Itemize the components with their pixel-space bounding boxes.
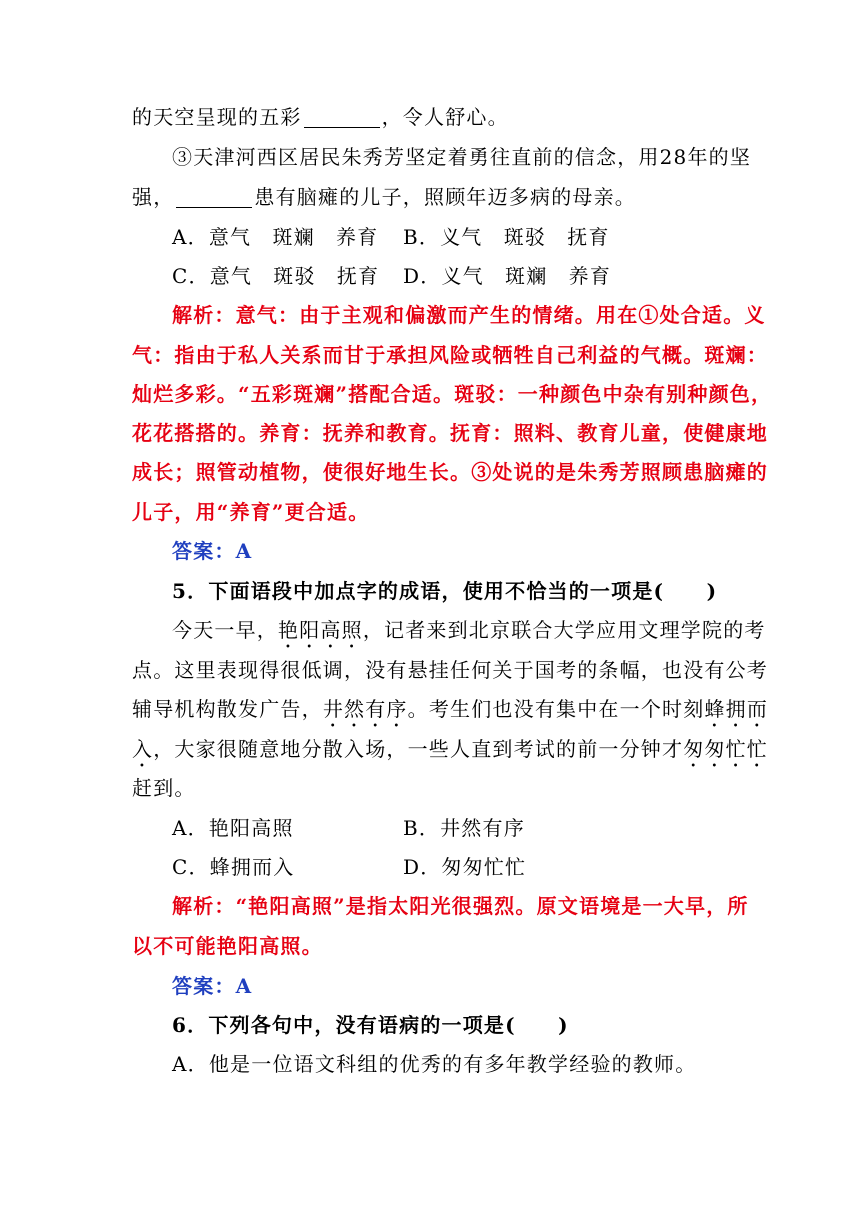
dotted-idiom: 井然有序	[322, 697, 408, 721]
q5-answer: 答案：A	[172, 974, 253, 998]
q5-analysis-line: 解析：“艳阳高照”是指太阳光很强烈。原文语境是一大早，所	[172, 894, 749, 918]
q5-passage-line	[132, 657, 768, 683]
q4-analysis-line: 成长；照管动植物，使很好地生长。③处说的是朱秀芳照顾患脑瘫的	[132, 460, 768, 484]
passage-line-3	[172, 144, 772, 170]
q4-option-c: C．意气 斑驳 抚育	[172, 264, 380, 288]
q4-option-a: A．意气 斑斓 养育	[172, 225, 379, 249]
q5-passage-line	[132, 736, 769, 772]
q4-analysis-line: 花花搭搭的。养育：抚养和教育。抚育：照料、教育儿童，使健康地	[132, 421, 768, 445]
fill-blank-2	[304, 107, 380, 128]
passage-text: 辅导机构散发广告，	[132, 697, 323, 721]
dotted-idiom: 匆匆忙忙	[683, 737, 769, 761]
q5-option-b: B．井然有序	[403, 816, 525, 840]
line-text: ，令人舒心。	[381, 105, 509, 129]
line-text: ③天津河西区居民朱秀芳坚定着勇往直前的信念，用28年的坚	[172, 145, 752, 169]
q5-passage-line	[172, 617, 772, 653]
q6-stem: 6．下列各句中，没有语病的一项是( )	[172, 1013, 569, 1037]
q4-analysis-line: 儿子，用“养育”更合适。	[132, 500, 370, 524]
q4-analysis-line: 灿烂多彩。“五彩斑斓”搭配合适。斑驳：一种颜色中杂有别种颜色，	[132, 382, 773, 406]
q5-passage-line	[132, 696, 769, 732]
fill-blank-3	[176, 187, 252, 208]
q5-passage-line	[132, 775, 732, 801]
q4-option-d: D．义气 斑斓 养育	[403, 264, 612, 288]
q5-analysis-line: 以不可能艳阳高照。	[132, 934, 323, 958]
q5-option-c: C．蜂拥而入	[172, 855, 295, 879]
line-text: 强，	[132, 185, 175, 209]
q4-analysis-line: 解析：意气：由于主观和偏激而产生的情绪。用在①处合适。义	[172, 303, 766, 327]
dotted-idiom: 入	[132, 737, 154, 761]
q5-stem: 5．下面语段中加点字的成语，使用不恰当的一项是( )	[172, 579, 718, 603]
passage-text: ，大家很随意地分散入场，一些人直到考试的前一分钟才	[153, 737, 684, 761]
passage-line-1	[132, 104, 732, 130]
line-text: 的天空呈现的五彩	[132, 105, 302, 129]
q4-answer: 答案：A	[172, 539, 253, 563]
passage-text: 点。这里表现得很低调，没有悬挂任何关于国考的条幅，也没有公考	[132, 658, 768, 682]
q5-option-d: D．匆匆忙忙	[403, 855, 527, 879]
q5-option-a: A．艳阳高照	[172, 816, 294, 840]
passage-text: 赶到。	[132, 776, 196, 800]
passage-text: ，记者来到北京联合大学应用文理学院的考	[362, 618, 766, 642]
q6-option-a: A．他是一位语文科组的优秀的有多年教学经验的教师。	[172, 1052, 697, 1076]
q4-option-b: B．义气 斑驳 抚育	[403, 225, 610, 249]
dotted-idiom: 蜂拥而	[704, 697, 769, 721]
passage-text: 今天一早，	[172, 618, 278, 642]
line-text: 患有脑瘫的儿子，照顾年迈多病的母亲。	[254, 185, 637, 209]
passage-text: 。考生们也没有集中在一个时刻	[407, 697, 705, 721]
dotted-idiom: 艳阳高照	[278, 618, 363, 642]
q4-analysis-line: 气：指由于私人关系而甘于承担风险或牺牲自己利益的气概。斑斓：	[132, 343, 768, 367]
passage-line-3-cont	[132, 184, 732, 210]
